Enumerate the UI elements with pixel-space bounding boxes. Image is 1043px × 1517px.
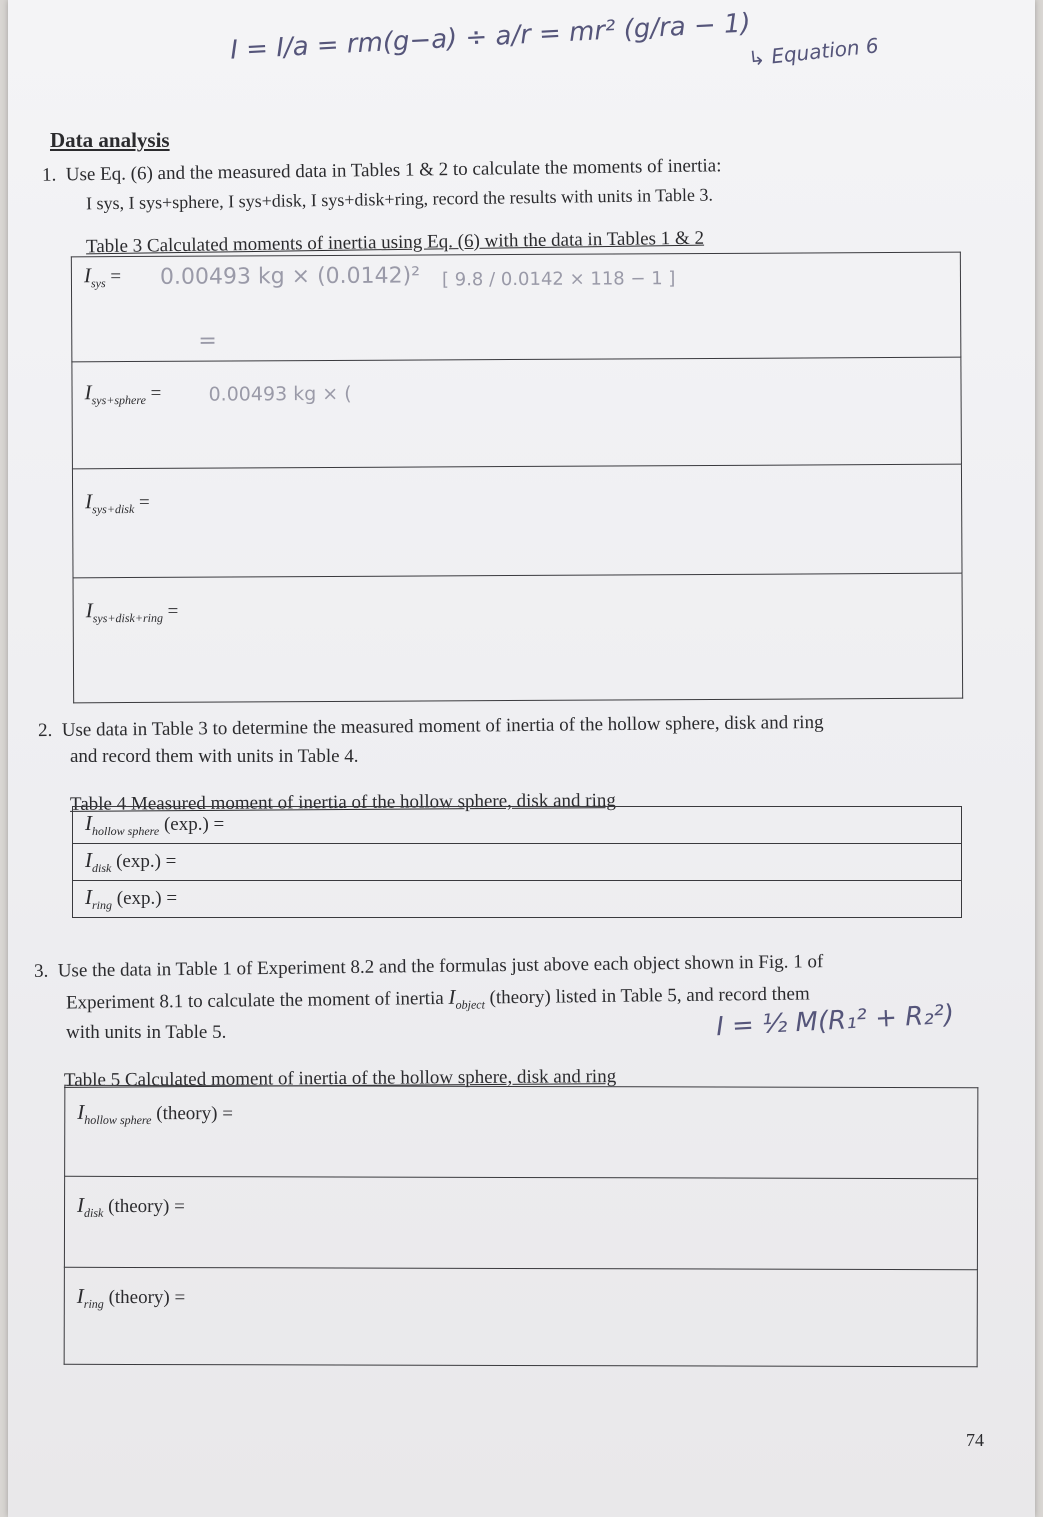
subscript: hollow sphere [92, 824, 160, 838]
symbol: I [448, 984, 456, 1009]
question-3-line-2 [66, 979, 810, 1022]
question-text: Use Eq. (6) and the measured data in Tables 1 & 2 to calculate the moments of inertia: [65, 155, 722, 186]
question-text: Use the data in Table 1 of Experiment 8.2 and the formulas just above each object shown in Fig. 1 of [57, 951, 824, 982]
table-row [64, 1176, 977, 1269]
handwritten-value: 0.00493 kg × (0.0142)² [159, 263, 421, 290]
subscript: sys+sphere [91, 392, 146, 408]
subscript: sys+disk [92, 502, 135, 517]
table-5 [64, 1085, 979, 1367]
subscript: ring [92, 898, 113, 912]
symbol: I [85, 811, 92, 835]
handwritten-equation-note: ↳ Equation 6 [747, 33, 880, 71]
question-number: 2. [37, 719, 53, 742]
question-text: (theory) listed in Table 5, and record them [489, 983, 810, 1009]
table-cell[interactable] [64, 1267, 977, 1366]
table-cell[interactable] [64, 1176, 977, 1269]
symbol: I [85, 489, 93, 514]
question-number: 1. [41, 164, 57, 186]
row-suffix: (exp.) = [163, 814, 225, 835]
handwritten-fraction: [ 9.8 / 0.0142 × 118 − 1 ] [441, 268, 676, 291]
symbol: I [77, 1099, 85, 1124]
row-suffix: (exp.) = [116, 851, 177, 872]
question-2 [38, 710, 824, 744]
question-3 [34, 949, 824, 985]
question-2-line-2: and record them with units in Table 4. [70, 746, 359, 767]
subscript: sys+disk+ring [92, 610, 163, 626]
subscript: disk [92, 861, 112, 875]
table-4 [72, 806, 962, 918]
page-number: 74 [966, 1430, 984, 1450]
table-row [72, 464, 962, 578]
handwritten-value: 0.00493 kg × ( [208, 382, 352, 406]
table-cell[interactable] [73, 881, 962, 918]
subscript: disk [84, 1205, 104, 1220]
row-suffix: (theory) = [108, 1195, 185, 1218]
row-suffix: (exp.) = [116, 888, 178, 909]
subscript: hollow sphere [84, 1112, 152, 1128]
handwritten-formula: I = ½ M(R₁² + R₂²) [715, 999, 955, 1043]
table-4-caption: Table 4 Measured moment of inertia of the hollow sphere, disk and ring [69, 790, 616, 815]
table-cell[interactable] [71, 252, 961, 362]
table-5-caption: Table 5 Calculated moment of inertia of the hollow sphere, disk and ring [63, 1066, 617, 1091]
symbol: I [77, 1192, 85, 1217]
equals: = [167, 600, 179, 622]
table-3 [71, 252, 963, 704]
row-suffix: (theory) = [156, 1103, 233, 1125]
table-row [73, 881, 962, 918]
question-text: Experiment 8.1 to calculate the moment of inertia [65, 987, 444, 1014]
symbol: I [85, 598, 93, 623]
subscript: object [455, 997, 485, 1012]
section-heading: Data analysis [50, 128, 170, 152]
handwritten-equals: = [198, 328, 217, 354]
subscript: ring [83, 1296, 104, 1311]
equals: = [138, 491, 150, 513]
equals: = [150, 382, 162, 404]
table-row [71, 252, 961, 362]
table-row [65, 1085, 978, 1178]
table-row [72, 357, 962, 469]
table-row [73, 844, 962, 881]
handwritten-equation: I = I/a = rm(g−a) ÷ a/r = mr² (g/ra − 1) [229, 8, 752, 66]
table-cell[interactable] [72, 357, 962, 469]
symbol: I [76, 1283, 84, 1308]
equals: = [110, 266, 122, 288]
symbol: I [85, 848, 92, 872]
subscript: sys [90, 276, 106, 291]
table-row [64, 1267, 977, 1366]
row-suffix: (theory) = [108, 1286, 186, 1309]
question-number: 3. [33, 960, 49, 982]
table-cell[interactable] [72, 464, 962, 578]
symbol: I [85, 885, 92, 909]
table-3-caption: Table 3 Calculated moments of inertia using Eq. (6) with the data in Tables 1 & 2 [85, 227, 705, 258]
table-cell[interactable] [73, 573, 963, 703]
question-3-line-3: with units in Table 5. [66, 1022, 227, 1043]
table-cell[interactable] [73, 807, 962, 844]
question-1-line-2: I sys, I sys+sphere, I sys+disk, I sys+disk+ring, record the results with units in Table 3. [85, 184, 714, 214]
symbol: I [83, 263, 91, 288]
symbol: I [84, 380, 92, 405]
worksheet-page [8, 0, 1035, 1517]
table-cell[interactable] [73, 844, 962, 881]
table-row [73, 807, 962, 844]
question-text: Use data in Table 3 to determine the measured moment of inertia of the hollow sphere, disk and ring [61, 711, 824, 741]
table-row [73, 573, 963, 703]
table-cell[interactable] [65, 1085, 978, 1178]
